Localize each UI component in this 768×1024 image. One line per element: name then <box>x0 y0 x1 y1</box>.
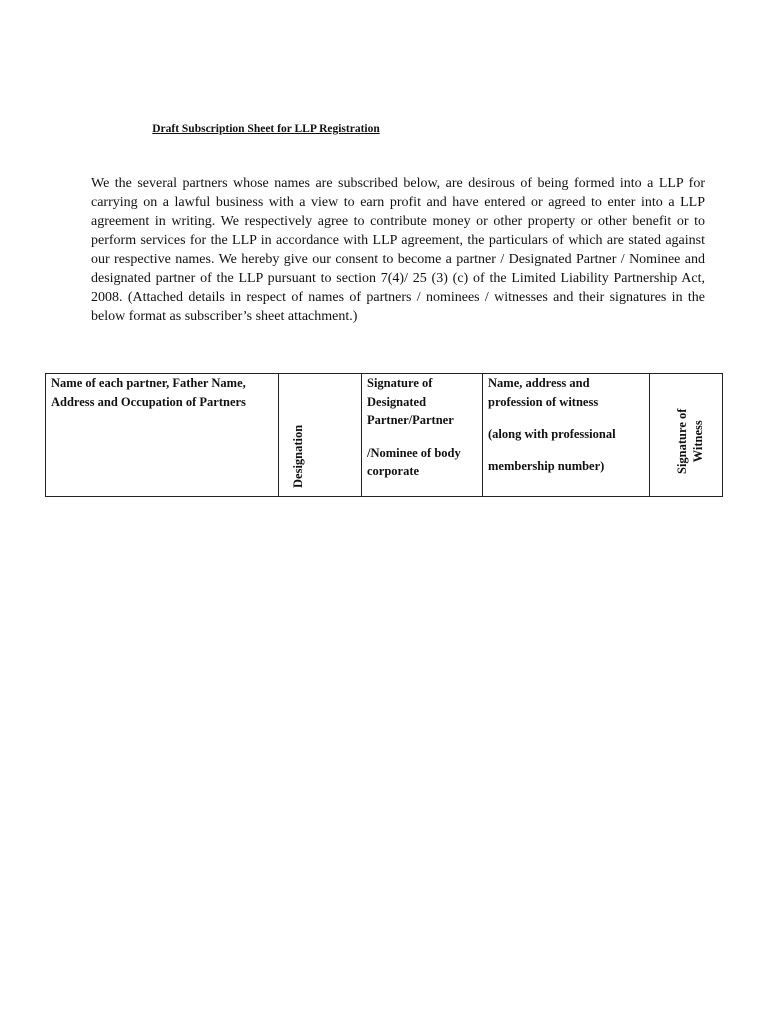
header-partner-signature-line: /Nominee of body <box>367 445 461 460</box>
header-designation-label: Designation <box>291 424 305 488</box>
table-header-row <box>46 374 723 497</box>
spacer <box>488 411 644 425</box>
header-witness-signature-line: Witness <box>691 420 705 463</box>
header-witness-details-line: (along with professional <box>488 427 616 441</box>
spacer <box>488 444 644 457</box>
header-partner-signature-line: corporate <box>367 464 420 478</box>
header-partner-signature-line: Partner/Partner <box>367 413 454 427</box>
header-witness-details-line: membership number) <box>488 458 605 473</box>
header-witness-details-line: profession of witness <box>488 394 599 409</box>
header-witness-details <box>483 374 650 497</box>
consent-paragraph: We the several partners whose names are subscribed below, are desirous of being formed into a LLP for carrying on a lawful business with a view to earn profit and have entered or agreed to enter into a LLP agreement in writing. We respectively agree to contribute money or other property or other benefit or to perform services for the LLP in accordance with LLP agreement, the particulars of which are stated against our respective names. We hereby give our consent to become a partner / Designated Partner / Nominee and designated partner of the LLP pursuant to section 7(4)/ 25 (3) (c) of the Limited Liability Partnership Act, 2008. (Attached details in respect of names of partners / nominees / witnesses and their signatures in the below format as subscriber’s sheet attachment.) <box>91 176 705 324</box>
document-title: Draft Subscription Sheet for LLP Registration <box>152 123 380 135</box>
header-witness-details-line: Name, address and <box>488 376 590 390</box>
header-designation <box>279 374 362 497</box>
header-partner-details <box>46 374 279 497</box>
header-witness-signature-line: Signature of <box>675 408 689 474</box>
subscription-table <box>45 373 723 497</box>
header-partner-details-line: Name of each partner, Father Name, <box>51 376 246 390</box>
header-partner-signature <box>362 374 483 497</box>
header-witness-signature-label <box>674 409 706 474</box>
header-partner-details-line: Address and Occupation of Partners <box>51 394 246 409</box>
header-partner-signature-line: Signature of <box>367 376 433 390</box>
header-partner-signature-line: Designated <box>367 394 427 409</box>
spacer <box>367 430 477 444</box>
header-witness-signature <box>650 374 723 497</box>
